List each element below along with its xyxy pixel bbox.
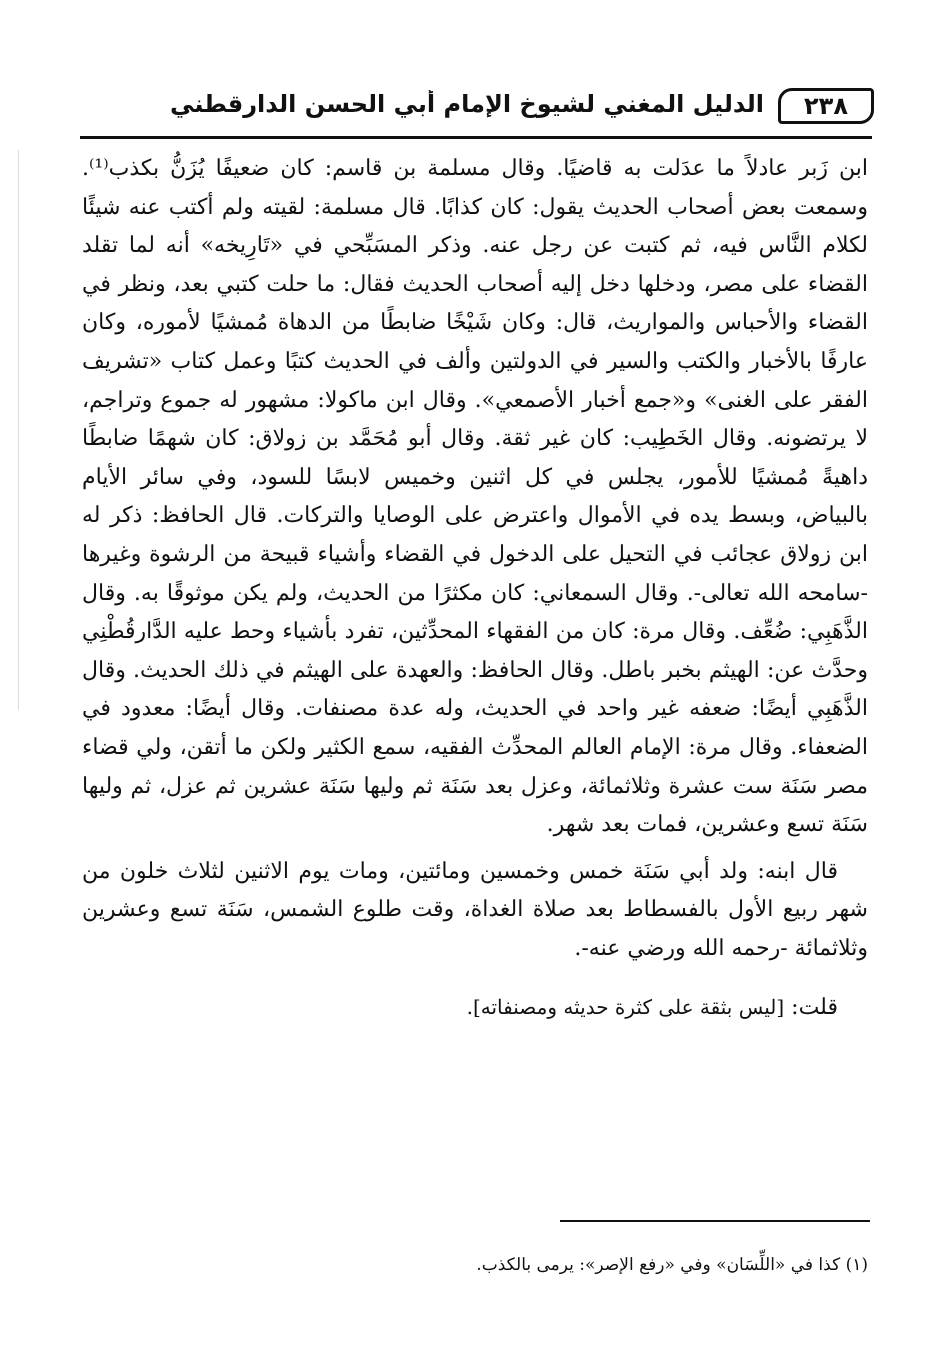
paragraph-1: ابن زَبر عادلاً ما عدَلت به قاضيًا. وقال مسلمة بن قاسم: كان ضعيفًا يُزَنُّ بكذب⁽¹⁾. وسمعت بعض أصحاب الحديث يقول: كان كذابًا. قال مسلمة: لقيته ولم أكتب عنه شيئًا لكلام النَّاس فيه، ثم كتبت عن رجل عنه. وذكر المسَبِّحي في «تَارِيخه» أنه لما تقلد القضاء على مصر، ودخلها دخل إليه أصحاب الحديث فقال: ما حلت كتبي بعد، ونظر في القضاء والأحباس والمواريث، قال: وكان شَيْخًا ضابطًا من الدهاة مُمشيًا لأموره، وكان عارفًا بالأخبار والكتب والسير في الدولتين وألف في الحديث كتبًا وعمل كتاب «تشريف الفقر على الغنى» و«جمع أخبار الأصمعي». وقال ابن ماكولا: مشهور له جموع وتراجم، لا يرتضونه. وقال الخَطِيب: كان غير ثقة. وقال أبو مُحَمَّد بن زولاق: كان شهمًا ضابطًا داهيةً مُمشيًا للأمور، يجلس في كل اثنين وخميس لابسًا للسود، وفي سائر الأيام بالبياض، وبسط يده في الأموال واعترض على الوصايا والتركات. قال الحافظ: ذكر له ابن زولاق عجائب في التحيل على الدخول في القضاء وأشياء قبيحة من الرشوة وغيرها -سامحه الله تعالى-. وقال السمعاني: كان مكثرًا من الحديث، ولم يكن موثوقًا به. وقال الذَّهَبِي: ضُعِّف. وقال مرة: كان من الفقهاء المحدِّثين، تفرد بأشياء وحط عليه الدَّارقُطْنِي وحدَّث عن: الهيثم بخبر باطل. وقال الحافظ: والعهدة على الهيثم في ذلك الحديث. وقال الذَّهَبِي أيضًا: ضعفه غير واحد في الحديث، وله عدة مصنفات. وقال أيضًا: معدود في الضعفاء. وقال مرة: الإمام العالم المحدِّث الفقيه، سمع الكثير ولكن ما أتقن، ولي قضاء مصر سَنَة ست عشرة وثلاثمائة، وعزل بعد سَنَة ثم وليها سَنَة عشرين ثم عزل، ثم وليها سَنَة تسع وعشرين، فمات بعد شهر. bbox=[82, 156, 868, 838]
editor-note: [ليس بثقة على كثرة حديثه ومصنفاته]. bbox=[466, 995, 785, 1020]
header-divider bbox=[80, 136, 872, 139]
paragraph-2: قال ابنه: ولد أبي سَنَة خمس وخمسين ومائتين، ومات يوم الاثنين لثلاث خلون من شهر ربيع الأول بالفسطاط بعد صلاة الغداة، وقت طلوع الشمس، سَنَة تسع وعشرين وثلاثمائة -رحمه الله ورضي عنه-. bbox=[82, 858, 868, 961]
paragraph-3-lead: قلت: bbox=[791, 995, 838, 1021]
footnote: (١) كذا في «اللِّسَان» وفي «رفع الإصر»: يرمى بالكذب. bbox=[476, 1255, 868, 1275]
page-number: ٢٣٨ bbox=[778, 88, 874, 124]
page-header bbox=[78, 86, 874, 132]
main-text bbox=[82, 150, 868, 1028]
scan-edge-line bbox=[18, 150, 19, 710]
paragraph-3 bbox=[82, 988, 868, 1028]
running-title: الدليل المغني لشيوخ الإمام أبي الحسن الدارقطني bbox=[170, 90, 764, 118]
footnote-divider bbox=[560, 1220, 870, 1222]
